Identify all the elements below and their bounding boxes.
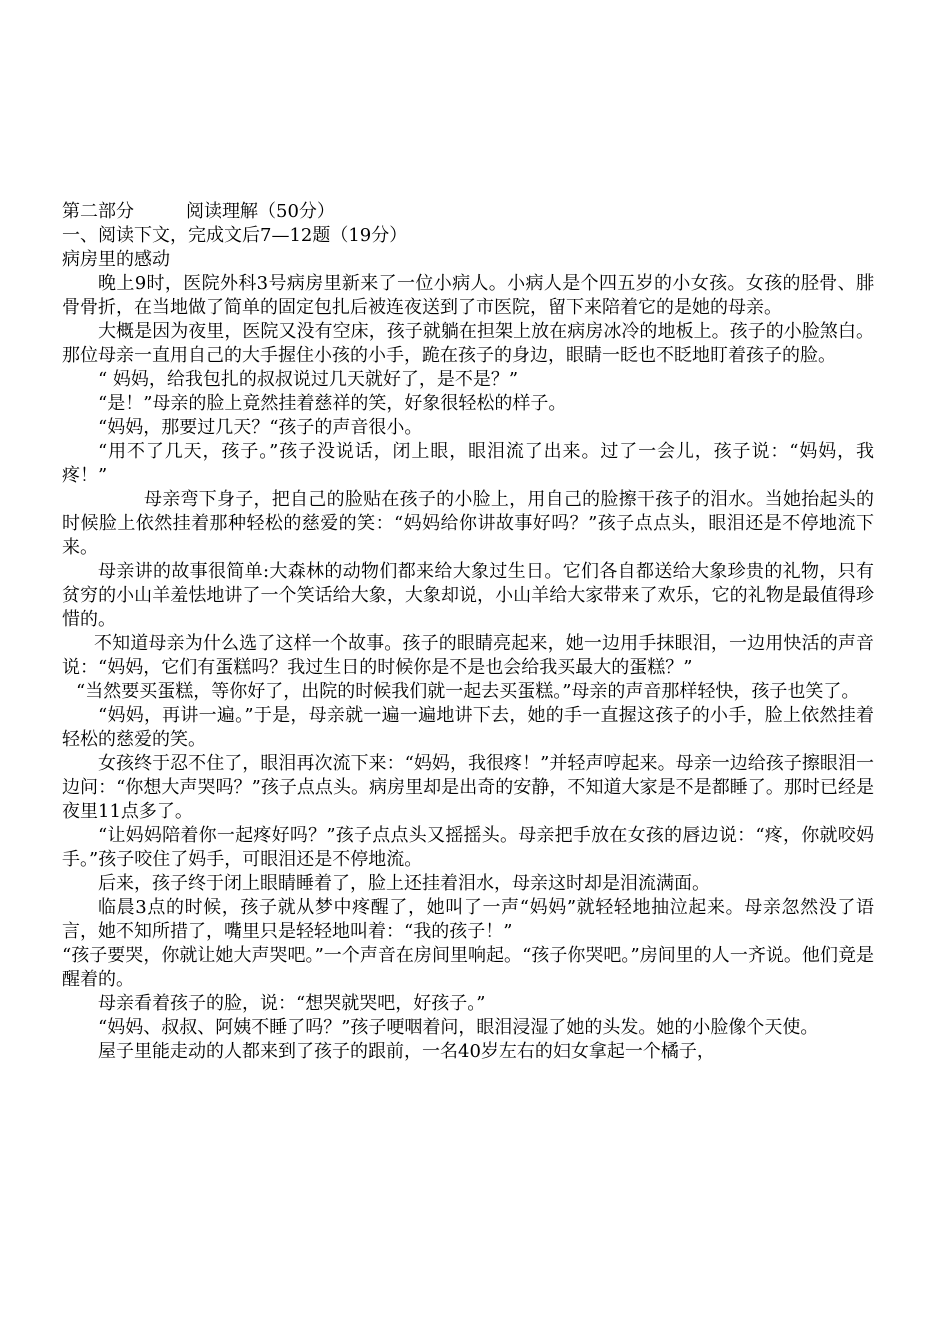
paragraph-19: 屋子里能走动的人都来到了孩子的跟前，一名40岁左右的妇女拿起一个橘子， <box>98 1041 715 1062</box>
paragraph-12: 女孩终于忍不住了，眼泪再次流下来：“妈妈，我很疼！”并轻声哼起来。母亲一边给孩子擦眼泪一边问：“你想大声哭吗？”孩子点点头。病房里却是出奇的安静，不知道大家是不是都睡了。那时已经是夜里11点多了。 <box>62 753 874 822</box>
paragraph-14: 后来，孩子终于闭上眼睛睡着了，脸上还挂着泪水，母亲这时却是泪流满面。 <box>98 873 710 894</box>
paragraph-11: “妈妈，再讲一遍。”于是，母亲就一遍一遍地讲下去，她的手一直握这孩子的小手，脸上依然挂着轻松的慈爱的笑。 <box>62 705 874 750</box>
part-label: 第二部分 <box>62 201 134 222</box>
part-heading <box>62 200 874 224</box>
paragraph-13: “让妈妈陪着你一起疼好吗？”孩子点点头又摇摇头。母亲把手放在女孩的唇边说：“疼，你就咬妈手。”孩子咬住了妈手，可眼泪还是不停地流。 <box>62 825 874 870</box>
paragraph-7: 母亲弯下身子，把自己的脸贴在孩子的小脸上，用自己的脸擦干孩子的泪水。当她抬起头的时候脸上依然挂着那种轻松的慈爱的笑：“妈妈给你讲故事好吗？”孩子点点头，眼泪还是不停地流下来。 <box>62 489 874 558</box>
paragraph-4: “是！”母亲的脸上竟然挂着慈祥的笑，好象很轻松的样子。 <box>98 393 567 414</box>
paragraph-2: 大概是因为夜里，医院又没有空床，孩子就躺在担架上放在病房冰冷的地板上。孩子的小脸煞白。那位母亲一直用自己的大手握住小孩的小手，跪在孩子的身边，眼睛一眨也不眨地盯着孩子的脸。 <box>62 321 874 366</box>
story-title: 病房里的感动 <box>62 249 170 270</box>
paragraph-6: “用不了几天，孩子。”孩子没说话，闭上眼，眼泪流了出来。过了一会儿，孩子说：“妈妈，我疼！” <box>62 441 874 486</box>
section-label: 阅读理解（50分） <box>186 201 335 222</box>
document-page <box>62 200 874 1064</box>
paragraph-10: “当然要买蛋糕，等你好了，出院的时候我们就一起去买蛋糕。”母亲的声音那样轻快，孩子也笑了。 <box>76 681 860 702</box>
paragraph-17: 母亲看着孩子的脸，说：“想哭就哭吧，好孩子。” <box>98 993 486 1014</box>
paragraph-1: 晚上9时，医院外科3号病房里新来了一位小病人。小病人是个四五岁的小女孩。女孩的胫骨、腓骨骨折，在当地做了简单的固定包扎后被连夜送到了市医院，留下来陪着它的是她的母亲。 <box>62 273 874 318</box>
paragraph-3: “ 妈妈，给我包扎的叔叔说过几天就好了，是不是？” <box>98 369 519 390</box>
question-instruction: 一、阅读下文，完成文后7—12题（19分） <box>62 225 408 246</box>
paragraph-8: 母亲讲的故事很简单:大森林的动物们都来给大象过生日。它们各自都送给大象珍贵的礼物，只有贫穷的小山羊羞怯地讲了一个笑话给大象，大象却说，小山羊给大家带来了欢乐，它的礼物是最值得珍惜的。 <box>62 561 874 630</box>
paragraph-9: 不知道母亲为什么选了这样一个故事。孩子的眼睛亮起来，她一边用手抹眼泪，一边用快活的声音说：“妈妈，它们有蛋糕吗？我过生日的时候你是不是也会给我买最大的蛋糕？” <box>62 633 874 678</box>
paragraph-5: “妈妈，那要过几天？“孩子的声音很小。 <box>98 417 423 438</box>
paragraph-18: “妈妈、叔叔、阿姨不睡了吗？”孩子哽咽着问，眼泪浸湿了她的头发。她的小脸像个天使。 <box>98 1017 819 1038</box>
paragraph-16: “孩子要哭，你就让她大声哭吧。”一个声音在房间里响起。“孩子你哭吧。”房间里的人一齐说。他们竟是醒着的。 <box>62 945 874 990</box>
paragraph-15: 临晨3点的时候，孩子就从梦中疼醒了，她叫了一声“妈妈”就轻轻地抽泣起来。母亲忽然没了语言，她不知所措了，嘴里只是轻轻地叫着：“我的孩子！” <box>62 897 874 942</box>
